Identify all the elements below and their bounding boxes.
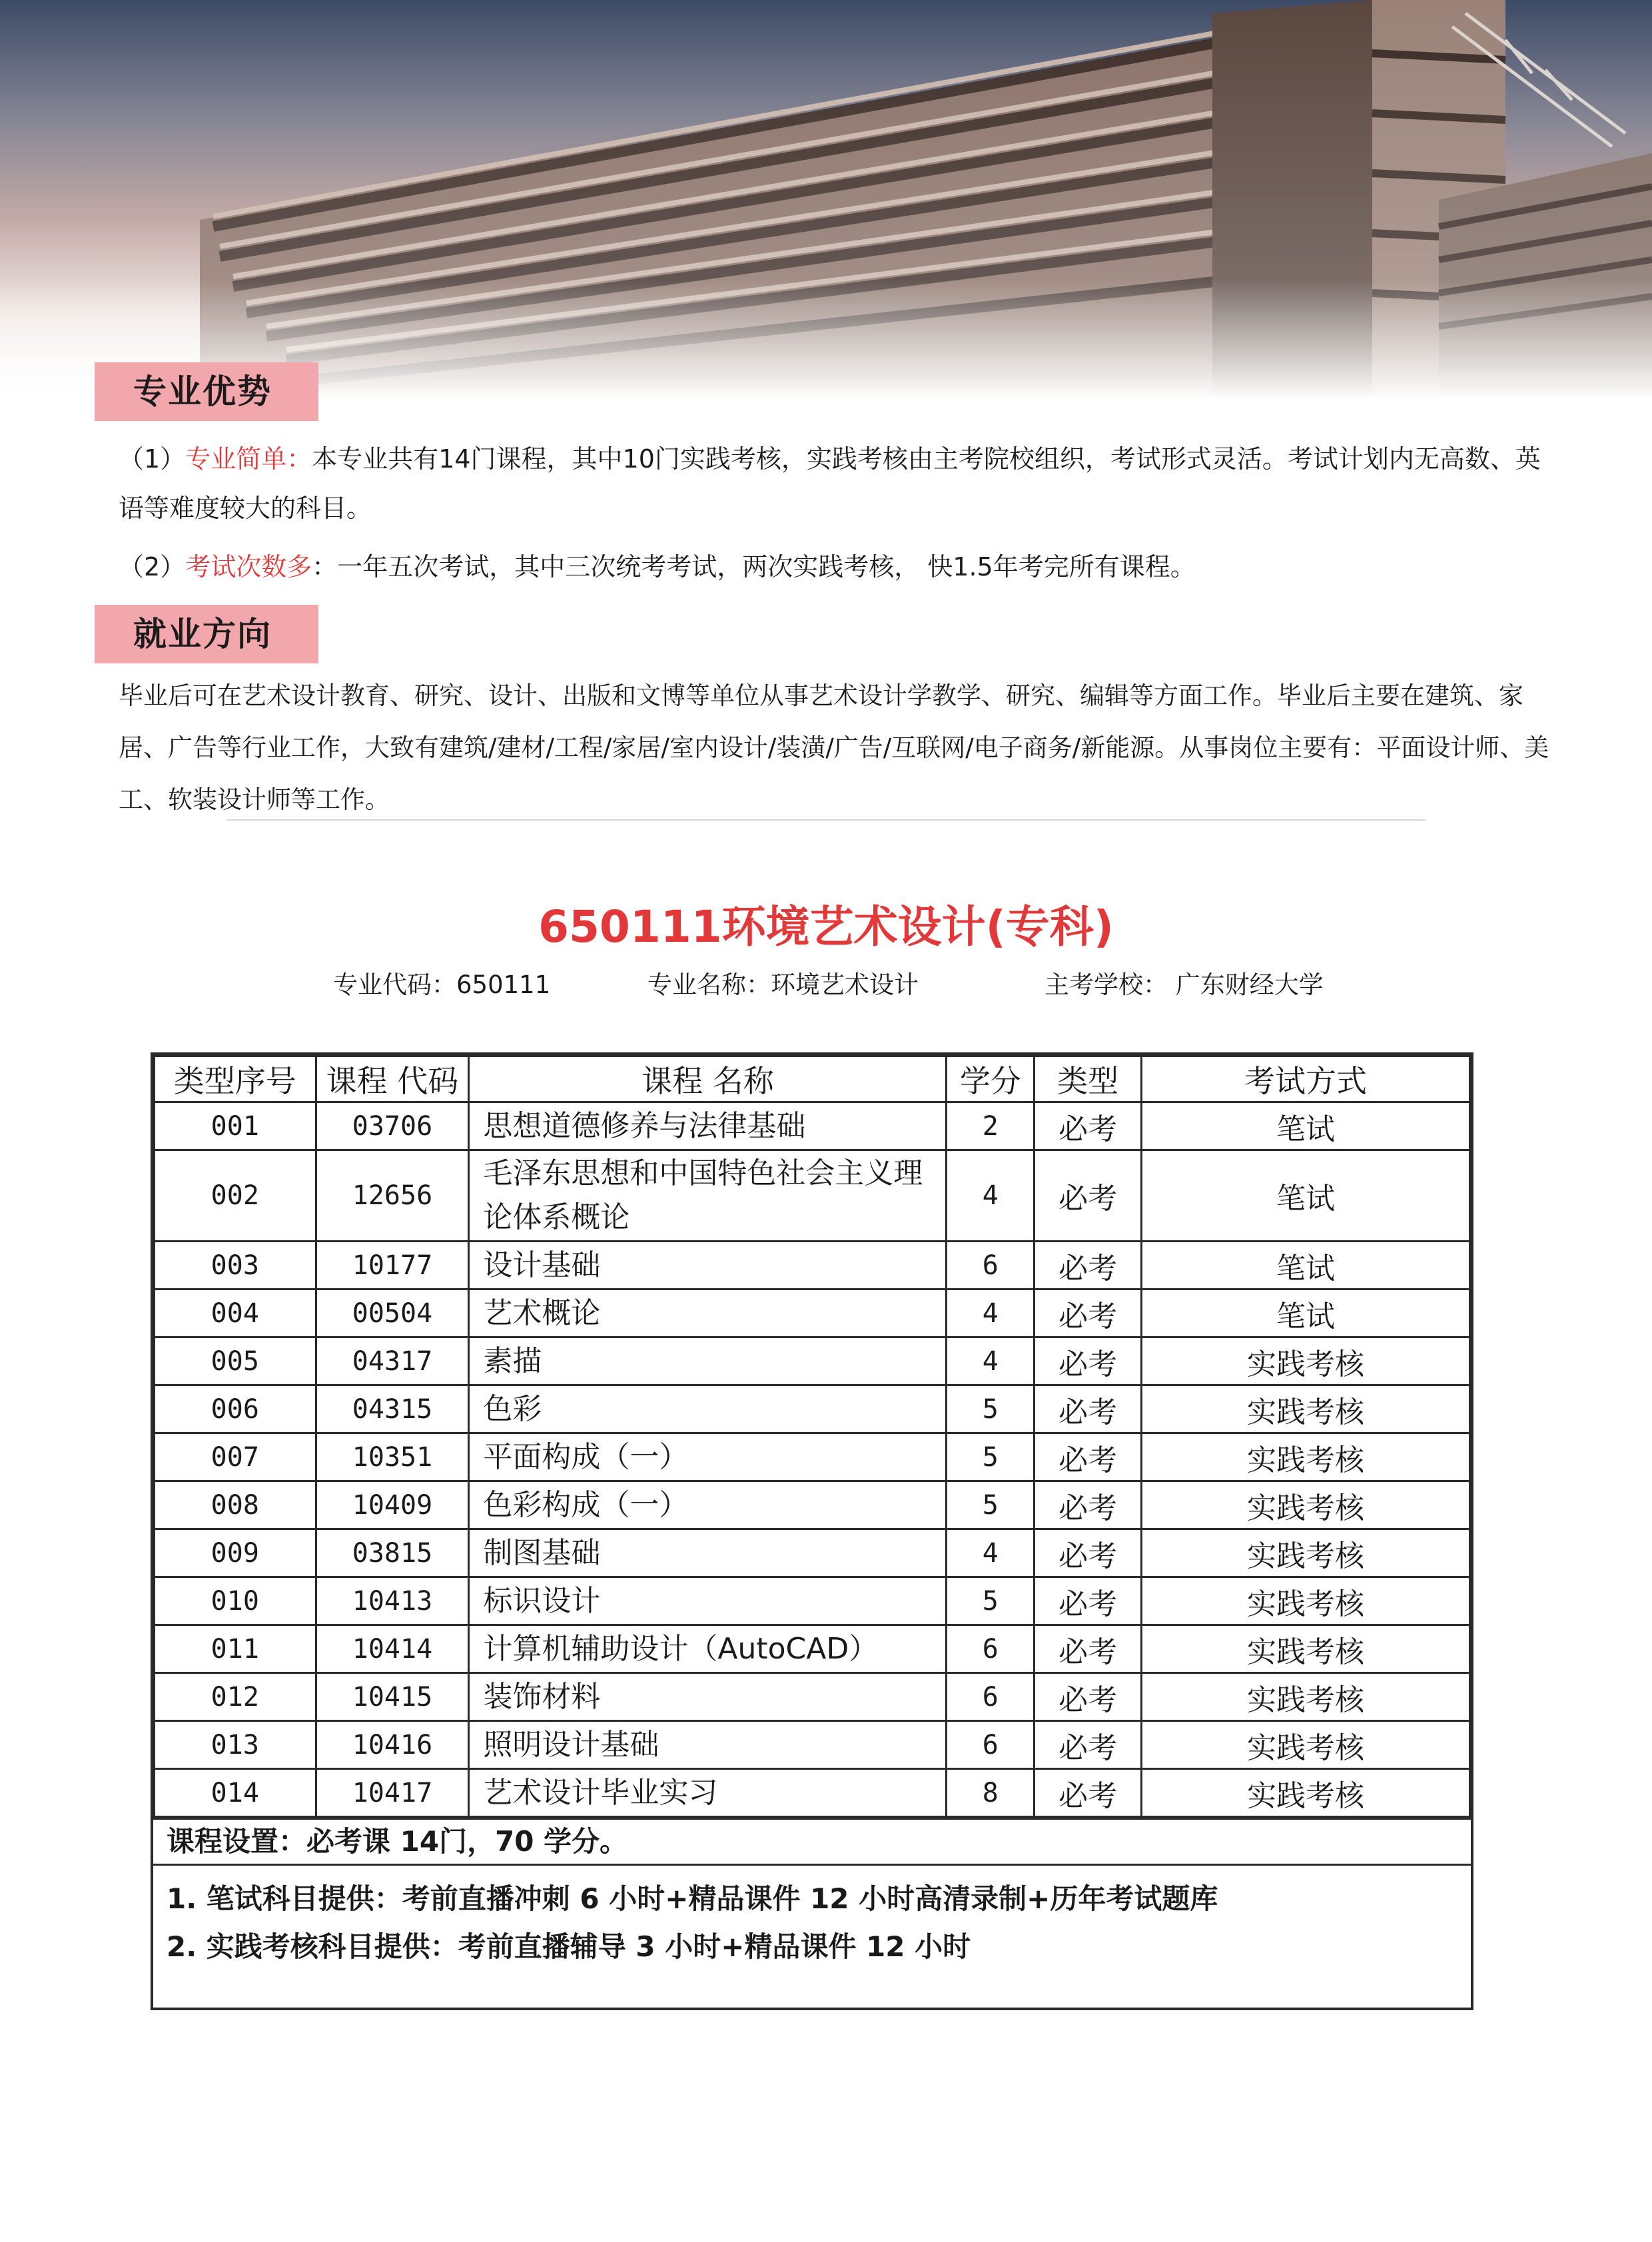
- note-written-exam: 1. 笔试科目提供：考前直播冲刺 6 小时+精品课件 12 小时高清录制+历年考试题库: [167, 1882, 1218, 1915]
- table-row: [155, 1481, 1470, 1529]
- course-code-cell: 10414: [316, 1625, 469, 1673]
- type-no-cell: 007: [155, 1433, 316, 1481]
- course-name-cell: 标识设计: [469, 1577, 947, 1625]
- exam-method-cell: 实践考核: [1141, 1337, 1469, 1385]
- type-no-cell: 006: [155, 1385, 316, 1433]
- major-name: 专业名称：环境艺术设计: [647, 970, 919, 999]
- exam-method-cell: 实践考核: [1141, 1481, 1469, 1529]
- type-cell: 必考: [1034, 1337, 1142, 1385]
- course-notes: [153, 1864, 1471, 2008]
- course-name-cell: 制图基础: [469, 1529, 947, 1577]
- advantage-1-text: 本专业共有14门课程，其中10门实践考核，实践考核由主考院校组织，考试形式灵活。考试计划内无高数、英语等难度较大的科目。: [119, 444, 1541, 523]
- course-name-cell: 艺术概论: [469, 1290, 947, 1337]
- exam-method-cell: 笔试: [1141, 1150, 1469, 1242]
- course-code-cell: 03815: [316, 1529, 469, 1577]
- course-name-cell: 色彩: [469, 1385, 947, 1433]
- table-row: [155, 1385, 1470, 1433]
- course-name-cell: 思想道德修养与法律基础: [469, 1102, 947, 1150]
- exam-method-cell: 实践考核: [1141, 1769, 1469, 1817]
- type-no-cell: 004: [155, 1290, 316, 1337]
- header-type-no: 类型序号: [155, 1056, 316, 1102]
- course-table: [151, 1052, 1473, 2010]
- type-no-cell: 010: [155, 1577, 316, 1625]
- course-code-cell: 12656: [316, 1150, 469, 1242]
- credit-cell: 5: [947, 1385, 1034, 1433]
- course-name-cell: 色彩构成（一）: [469, 1481, 947, 1529]
- type-cell: 必考: [1034, 1625, 1142, 1673]
- credit-cell: 2: [947, 1102, 1034, 1150]
- exam-method-cell: 实践考核: [1141, 1625, 1469, 1673]
- credit-cell: 6: [947, 1242, 1034, 1290]
- advantage-2-text: ：一年五次考试，其中三次统考考试，两次实践考核， 快1.5年考完所有课程。: [312, 552, 1196, 581]
- course-name-cell: 素描: [469, 1337, 947, 1385]
- type-cell: 必考: [1034, 1433, 1142, 1481]
- course-code-cell: 10415: [316, 1673, 469, 1721]
- table-row: [155, 1150, 1470, 1242]
- type-cell: 必考: [1034, 1721, 1142, 1769]
- type-cell: 必考: [1034, 1529, 1142, 1577]
- table-row: [155, 1242, 1470, 1290]
- header-building-photo: [0, 0, 1652, 400]
- exam-method-cell: 实践考核: [1141, 1577, 1469, 1625]
- type-no-cell: 013: [155, 1721, 316, 1769]
- divider: [226, 819, 1426, 821]
- table-row: [155, 1625, 1470, 1673]
- course-summary: 课程设置：必考课 14门，70 学分。: [153, 1818, 1471, 1864]
- course-code-cell: 10351: [316, 1433, 469, 1481]
- table-row: [155, 1769, 1470, 1817]
- course-code-cell: 10177: [316, 1242, 469, 1290]
- exam-method-cell: 笔试: [1141, 1102, 1469, 1150]
- credit-cell: 8: [947, 1769, 1034, 1817]
- type-no-cell: 012: [155, 1673, 316, 1721]
- advantage-paragraph-1: [119, 434, 1551, 533]
- type-cell: 必考: [1034, 1481, 1142, 1529]
- credit-cell: 6: [947, 1673, 1034, 1721]
- type-no-cell: 011: [155, 1625, 316, 1673]
- type-cell: 必考: [1034, 1102, 1142, 1150]
- major-code: 专业代码：650111: [333, 970, 551, 999]
- table-row: [155, 1337, 1470, 1385]
- section-tag-employment: 就业方向: [95, 605, 318, 663]
- credit-cell: 6: [947, 1721, 1034, 1769]
- credit-cell: 6: [947, 1625, 1034, 1673]
- course-code-cell: 04317: [316, 1337, 469, 1385]
- table-row: [155, 1673, 1470, 1721]
- header-credit: 学分: [947, 1056, 1034, 1102]
- exam-method-cell: 笔试: [1141, 1290, 1469, 1337]
- exam-method-cell: 实践考核: [1141, 1721, 1469, 1769]
- type-no-cell: 008: [155, 1481, 316, 1529]
- type-no-cell: 002: [155, 1150, 316, 1242]
- table-row: [155, 1102, 1470, 1150]
- credit-cell: 4: [947, 1337, 1034, 1385]
- course-name-cell: 照明设计基础: [469, 1721, 947, 1769]
- table-row: [155, 1721, 1470, 1769]
- course-name-cell: 毛泽东思想和中国特色社会主义理论体系概论: [469, 1150, 947, 1242]
- credit-cell: 4: [947, 1290, 1034, 1337]
- course-name-cell: 装饰材料: [469, 1673, 947, 1721]
- course-code-cell: 00504: [316, 1290, 469, 1337]
- type-cell: 必考: [1034, 1150, 1142, 1242]
- course-code-cell: 10416: [316, 1721, 469, 1769]
- header-type: 类型: [1034, 1056, 1142, 1102]
- type-cell: 必考: [1034, 1577, 1142, 1625]
- advantage-2-number: （2）: [119, 552, 186, 581]
- type-no-cell: 014: [155, 1769, 316, 1817]
- course-code-cell: 03706: [316, 1102, 469, 1150]
- header-exam-method: 考试方式: [1141, 1056, 1469, 1102]
- table-header-row: [155, 1056, 1470, 1102]
- course-name-cell: 艺术设计毕业实习: [469, 1769, 947, 1817]
- table-row: [155, 1577, 1470, 1625]
- header-course-code: 课程 代码: [316, 1056, 469, 1102]
- exam-method-cell: 实践考核: [1141, 1385, 1469, 1433]
- table-row: [155, 1529, 1470, 1577]
- course-name-cell: 计算机辅助设计（AutoCAD）: [469, 1625, 947, 1673]
- course-name-cell: 平面构成（一）: [469, 1433, 947, 1481]
- course-code-cell: 10417: [316, 1769, 469, 1817]
- exam-method-cell: 笔试: [1141, 1242, 1469, 1290]
- employment-paragraph: 毕业后可在艺术设计教育、研究、设计、出版和文博等单位从事艺术设计学教学、研究、编辑等方面工作。毕业后主要在建筑、家居、广告等行业工作，大致有建筑/建材/工程/家居/室内设计/装潢/广告/互联网/电子商务/新能源。从事岗位主要有：平面设计师、美工、软装设计师等工作。: [119, 681, 1549, 814]
- advantage-2-label: 考试次数多: [185, 552, 312, 581]
- section-tag-advantages: 专业优势: [95, 362, 318, 421]
- advantage-paragraph-2: [119, 542, 1551, 591]
- course-code-cell: 10409: [316, 1481, 469, 1529]
- advantage-1-number: （1）: [119, 444, 186, 474]
- type-cell: 必考: [1034, 1290, 1142, 1337]
- type-cell: 必考: [1034, 1769, 1142, 1817]
- table-row: [155, 1433, 1470, 1481]
- exam-method-cell: 实践考核: [1141, 1673, 1469, 1721]
- course-code-cell: 04315: [316, 1385, 469, 1433]
- exam-method-cell: 实践考核: [1141, 1433, 1469, 1481]
- course-name-cell: 设计基础: [469, 1242, 947, 1290]
- type-cell: 必考: [1034, 1673, 1142, 1721]
- type-no-cell: 003: [155, 1242, 316, 1290]
- exam-method-cell: 实践考核: [1141, 1529, 1469, 1577]
- header-course-name: 课程 名称: [469, 1056, 947, 1102]
- type-no-cell: 005: [155, 1337, 316, 1385]
- building-illustration: [0, 0, 1652, 400]
- major-title: 650111环境艺术设计(专科): [538, 901, 1114, 952]
- table-row: [155, 1290, 1470, 1337]
- note-practical-exam: 2. 实践考核科目提供：考前直播辅导 3 小时+精品课件 12 小时: [167, 1930, 971, 1963]
- credit-cell: 4: [947, 1529, 1034, 1577]
- credit-cell: 5: [947, 1481, 1034, 1529]
- advantage-1-label: 专业简单：: [185, 444, 312, 474]
- credit-cell: 4: [947, 1150, 1034, 1242]
- type-cell: 必考: [1034, 1242, 1142, 1290]
- type-no-cell: 001: [155, 1102, 316, 1150]
- exam-school: 主考学校： 广东财经大学: [1044, 970, 1324, 999]
- type-no-cell: 009: [155, 1529, 316, 1577]
- type-cell: 必考: [1034, 1385, 1142, 1433]
- credit-cell: 5: [947, 1577, 1034, 1625]
- course-code-cell: 10413: [316, 1577, 469, 1625]
- credit-cell: 5: [947, 1433, 1034, 1481]
